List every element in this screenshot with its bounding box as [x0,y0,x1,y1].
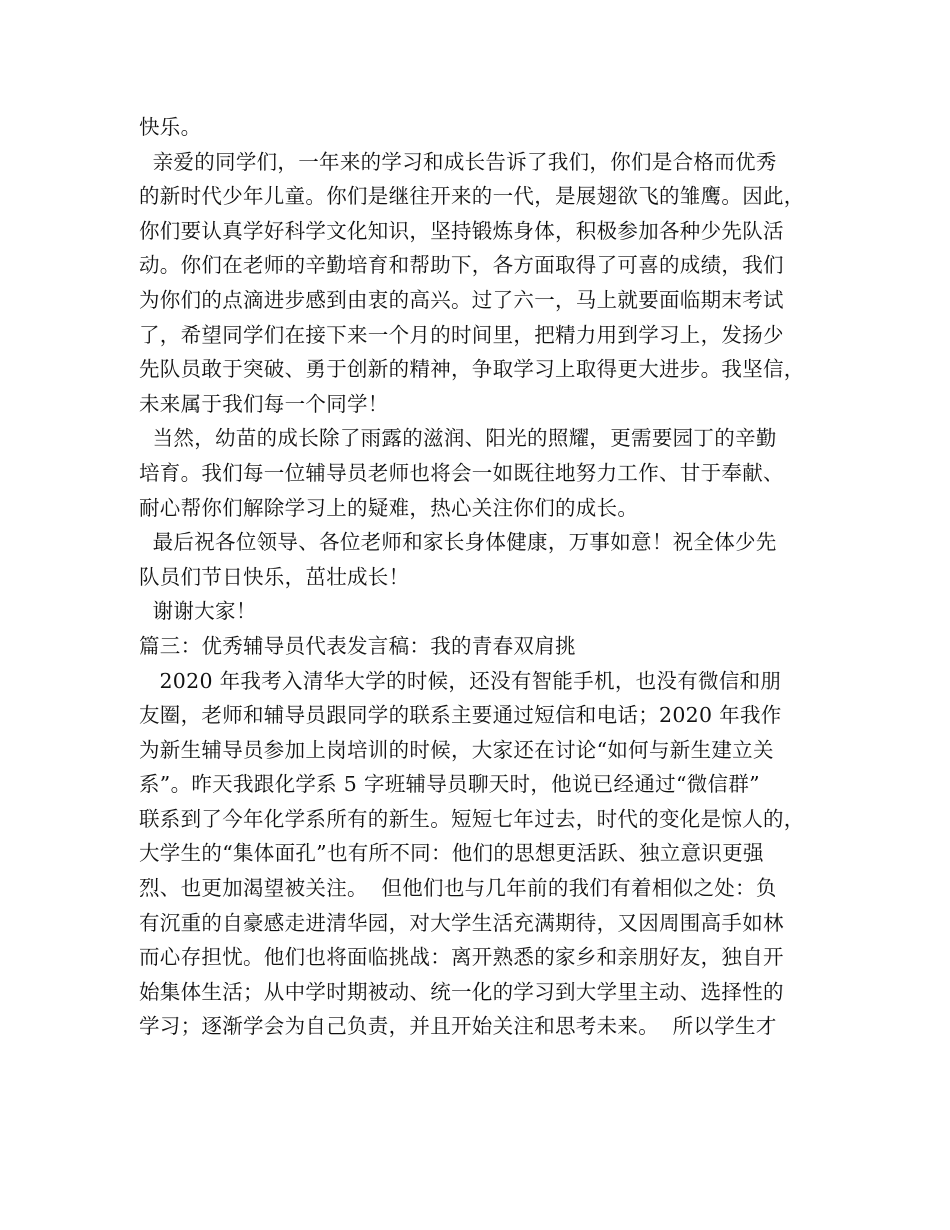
text-line: 为新生辅导员参加上岗培训的时候，大家还在讨论“如何与新生建立关 [139,737,774,762]
text-line: 先队员敢于突破、勇于创新的精神，争取学习上取得更大进步。我坚信， [139,357,805,382]
text-line: 有沉重的自豪感走进清华园，对大学生活充满期待，又因周围高手如林 [139,910,784,935]
text-line: 始集体生活；从中学时期被动、统一化的学习到大学里主动、选择性的 [139,979,784,1004]
text-line: 2020 年我考入清华大学的时候，还没有智能手机，也没有微信和朋 [139,668,782,693]
text-line: 快乐。 [139,115,202,139]
text-line: 篇三：优秀辅导员代表发言稿：我的青春双肩挑 [139,633,576,658]
text-line: 联系到了今年化学系所有的新生。短短七年过去，时代的变化是惊人的， [139,806,805,831]
text-line: 培育。我们每一位辅导员老师也将会一如既往地努力工作、甘于奉献、 [139,460,784,485]
text-line: 亲爱的同学们，一年来的学习和成长告诉了我们，你们是合格而优秀 [139,149,777,174]
text-line: 未来属于我们每一个同学！ [139,391,389,416]
text-line: 大学生的“集体面孔”也有所不同：他们的思想更活跃、独立意识更强 [139,841,764,866]
text-line: 你们要认真学好科学文化知识，坚持锻炼身体，积极参加各种少先队活 [139,218,784,243]
text-line: 最后祝各位领导、各位老师和家长身体健康，万事如意！祝全体少先 [139,530,777,555]
text-line: 友圈，老师和辅导员跟同学的联系主要通过短信和电话；2020 年我作 [139,703,782,728]
text-line: 的新时代少年儿童。你们是继往开来的一代，是展翅欲飞的雏鹰。因此， [139,184,805,209]
text-line: 当然，幼苗的成长除了雨露的滋润、阳光的照耀，更需要园丁的辛勤 [139,426,777,451]
text-line: 了，希望同学们在接下来一个月的时间里，把精力用到学习上，发扬少 [139,322,784,347]
text-line: 学习；逐渐学会为自己负责，并且开始关注和思考未来。 所以学生才 [139,1014,777,1039]
text-line: 而心存担忧。他们也将面临挑战：离开熟悉的家乡和亲朋好友，独自开 [139,945,784,970]
text-line: 耐心帮你们解除学习上的疑难，热心关注你们的成长。 [139,495,639,520]
text-line: 谢谢大家！ [139,599,257,624]
text-line: 为你们的点滴进步感到由衷的高兴。过了六一，马上就要面临期末考试 [139,287,784,312]
text-line: 烈、也更加渴望被关注。 但他们也与几年前的我们有着相似之处：负 [139,876,777,901]
document-body [139,110,819,1044]
text-line: 系”。昨天我跟化学系 5 字班辅导员聊天时，他说已经通过“微信群” [139,772,760,797]
text-line: 动。你们在老师的辛勤培育和帮助下，各方面取得了可喜的成绩，我们 [139,253,784,278]
text-line: 队员们节日快乐，茁壮成长！ [139,564,410,589]
